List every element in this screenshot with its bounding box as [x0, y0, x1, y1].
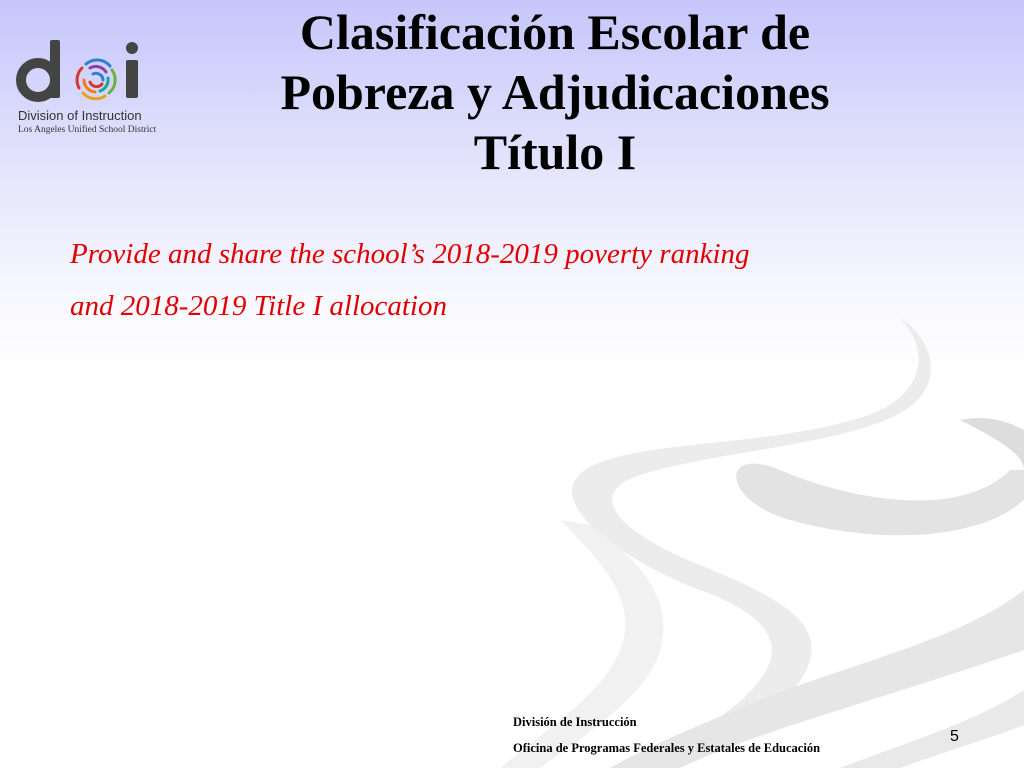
logo-district-label: Los Angeles Unified School District	[18, 125, 157, 135]
logo	[14, 36, 184, 142]
footer-division: División de Instrucción	[513, 715, 637, 729]
logo-division-label: Division of Instruction	[18, 108, 142, 123]
slide-body-line-2: and 2018-2019 Title I allocation	[70, 290, 447, 322]
slide-title	[200, 2, 910, 182]
slide-title-line-1: Clasificación Escolar de	[299, 4, 811, 60]
slide-body-text	[70, 228, 950, 332]
slide-title-line-3: Título I	[473, 124, 637, 180]
slide-title-line-2: Pobreza y Adjudicaciones	[280, 64, 830, 120]
doi-logo-mark	[14, 36, 154, 104]
slide-body-line-1: Provide and share the school’s 2018-2019 poverty ranking	[70, 238, 750, 270]
slide-number: 5	[950, 728, 959, 745]
footer-office: Oficina de Programas Federales y Estatales de Educación	[513, 741, 821, 755]
